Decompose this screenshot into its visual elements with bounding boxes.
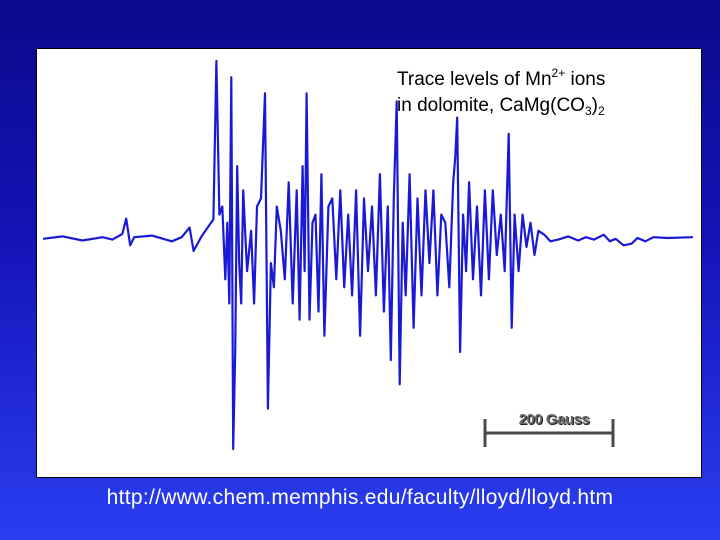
- spectrum-series-line: [43, 61, 693, 449]
- chart-title-line-1: Trace levels of $Mn^{2+}$ ions: [397, 66, 606, 90]
- plot-panel: [36, 48, 702, 478]
- chart-title-line-2: in dolomite, $CaMg(CO_3)_2$: [397, 95, 605, 118]
- source-url[interactable]: http://www.chem.memphis.edu/faculty/lloyd/lloyd.htm: [106, 486, 614, 509]
- scale-bar-label: 200 Gauss: [518, 411, 590, 428]
- chart-title: [397, 67, 697, 119]
